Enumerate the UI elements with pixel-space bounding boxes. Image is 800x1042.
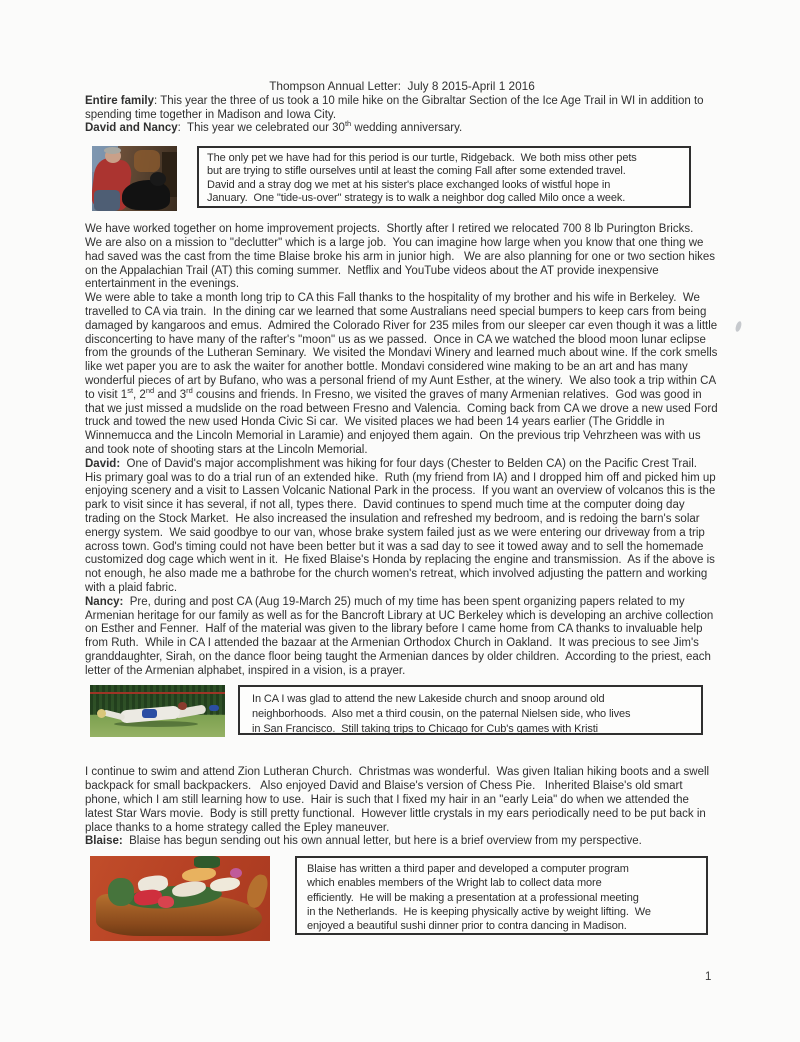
black-dog-shape	[122, 180, 170, 210]
blue-socks-shape	[209, 705, 219, 711]
sushi-boat-photo	[90, 856, 270, 941]
blue-jersey-shape	[142, 709, 157, 718]
seaweed-shape	[194, 856, 220, 868]
cubs-catch-photo	[90, 685, 225, 737]
salmon-nigiri-shape	[181, 867, 216, 883]
paragraph-nancy-continued: I continue to swim and attend Zion Lutheran Church. Christmas was wonderful. Was given Italian hiking boots and a swell backpack for small backpackers. Also enjoyed David and Blaise's version of Chess Pie. Inherited Blaise's old smart phone, which I am still learning how to use. Hair is such that I fixed my hair in an "early Leia" do when we attended the latest Star Wars movie. Body is still pretty functional. However little crystals in my ears periodically need to be put back in place thanks to a home strategy called the Epley maneuver.	[85, 766, 713, 834]
warning-line-shape	[90, 692, 225, 694]
letter-body	[85, 80, 719, 941]
blaise-textbox: Blaise has written a third paper and developed a computer program which enables members of the Wright lab to collect data more efficiently. He will be making a presentation at a professional meeting in the Netherlands. He is keeping physically active by weight lifting. We enjoyed a beautiful sushi dinner prior to contra dancing in Madison.	[295, 856, 708, 935]
paragraph-nancy: Nancy: Pre, during and post CA (Aug 19-March 25) much of my time has been spent organizing papers related to my Armenian heritage for our family as well as for the Bancroft Library at UC Berkeley which is developing an archive collection on Esther and Fenner. Half of the material was given to the library before I came home from CA thanks to invaluable help from Ruth. While in CA I attended the bazaar at the Armenian Orthodox Church in Oakland. It was precious to see Jim's granddaughter, Sirah, on the dance floor being taught the Armenian dances by older children. According to the priest, each letter of the Armenian alphabet, inspired in a vision, is a prayer.	[85, 595, 717, 677]
figure-row-pets	[92, 146, 719, 211]
pet-photo	[92, 146, 177, 211]
rice-piece-shape	[209, 876, 241, 893]
paragraph-blaise: Blaise: Blaise has begun sending out his own annual letter, but here is a brief overview from my perspective.	[85, 835, 642, 848]
tuna-piece-shape	[158, 896, 174, 908]
jeans-shape	[94, 190, 120, 211]
california-textbox: In CA I was glad to attend the new Lakeside church and snoop around old neighborhoods. Also met a third cousin, on the paternal Nielsen side, who lives in San Francisco. Still taking trips to Chicago for Cub's games with Kristi	[238, 685, 703, 735]
background-shape	[134, 150, 160, 172]
pets-textbox: The only pet we have had for this period is our turtle, Ridgeback. We both miss other pets but are trying to stifle ourselves until at least the coming Fall after some extended travel. David and a stray dog we met at his sister's place exchanged looks of wistful hope in January. One "tide-us-over" strategy is to walk a neighbor dog called Milo once a week.	[197, 146, 691, 208]
boat-prow-shape	[244, 873, 270, 910]
greens-shape	[108, 878, 134, 906]
page-number: 1	[705, 971, 712, 983]
paragraph-home-projects: We have worked together on home improvement projects. Shortly after I retired we relocated 700 8 lb Purington Bricks. We are also on a mission to "declutter" which is a large job. You can imagine how large when you know that one thing we had saved was the cast from the time Blaise broke his arm in junior high. We are also planning for one or two section hikes on the Appalachian Trail (AT) this coming summer. Netflix and YouTube videos about the AT provide inexpensive entertainment in the evenings.	[85, 223, 719, 291]
paragraph-entire-family: Entire family: This year the three of us took a 10 mile hike on the Gibraltar Section of the Ice Age Trail in WI in addition to spending time together in Madison and Iowa City.	[85, 94, 707, 121]
pink-garnish-shape	[230, 868, 242, 878]
figure-row-california	[90, 685, 719, 737]
letter-title: Thompson Annual Letter: July 8 2015-April 1 2016	[269, 79, 535, 93]
figure-row-blaise	[90, 856, 719, 941]
paragraph-david: David: One of David's major accomplishment was hiking for four days (Chester to Belden CA) on the Pacific Crest Trail. His primary goal was to do a trial run of an extended hike. Ruth (my friend from IA) and I dropped him off and picked him up enjoying scenery and a visit to Lassen Volcanic National Park in the process. If you want an overview of volcanos this is the park to visit since it has several, if not all, types there. David continues to spend much time at the computer doing day trading on the Stock Market. He also increased the insulation and refreshed my bedroom, and is redoing the barn's solar energy system. We said goodbye to our van, whose brake system failed just as we were entering our driveway from a trip across town. God's timing could not have been better but it was a sad day to see it towed away and to sell the homemade customized dog cage which went in it. He fixed Blaise's Honda by replacing the engine and transmission. As if the above is not enough, he also made me a bathrobe for the church women's retreat, which involved adjusting the pattern and working with a plaid fabric.	[85, 457, 719, 594]
paragraph-ca-trip: We were able to take a month long trip to CA this Fall thanks to the hospitality of my brother and his wife in Berkeley. We travelled to CA via train. In the dining car we learned that some Australians need special bumpers to keep cars from being damaged by kangaroos and emus. Admired the Colorado River for 235 miles from our sleeper car even though it was a little disconcerting to have many of the rafter's "moon" us as we passed. Once in CA we watched the blood moon lunar eclipse from the grounds of the Lutheran Seminary. We visited the Mondavi Winery and learned much about wine. If the cork smells like wet paper you are to ask the waiter for another bottle. Mondavi considered wine making to be an art and has many wonderful pieces of art by Bufano, who was a personal friend of my Aunt Esther, at the winery. We also took a trip within CA to visit 1st, 2nd and 3rd cousins and friends. In Fresno, we visited the graves of many Armenian relatives. God was good in that we just missed a mudslide on the road between Fresno and Valencia. Coming back from CA we drove a new used Ford truck and towed the new used Honda Civic Si car. We visited places we had been 14 years earlier (The Griddle in Winnemucca and the Lincoln Memorial in Laramie) and enjoyed them again. On the previous trip Vehrzheen was with us and took note of shooting stars at the Lincoln Memorial.	[85, 292, 721, 456]
paragraph-david-and-nancy: David and Nancy: This year we celebrated our 30th wedding anniversary.	[85, 119, 463, 135]
glove-shape	[97, 709, 106, 718]
scan-smudge-artifact	[734, 320, 742, 332]
